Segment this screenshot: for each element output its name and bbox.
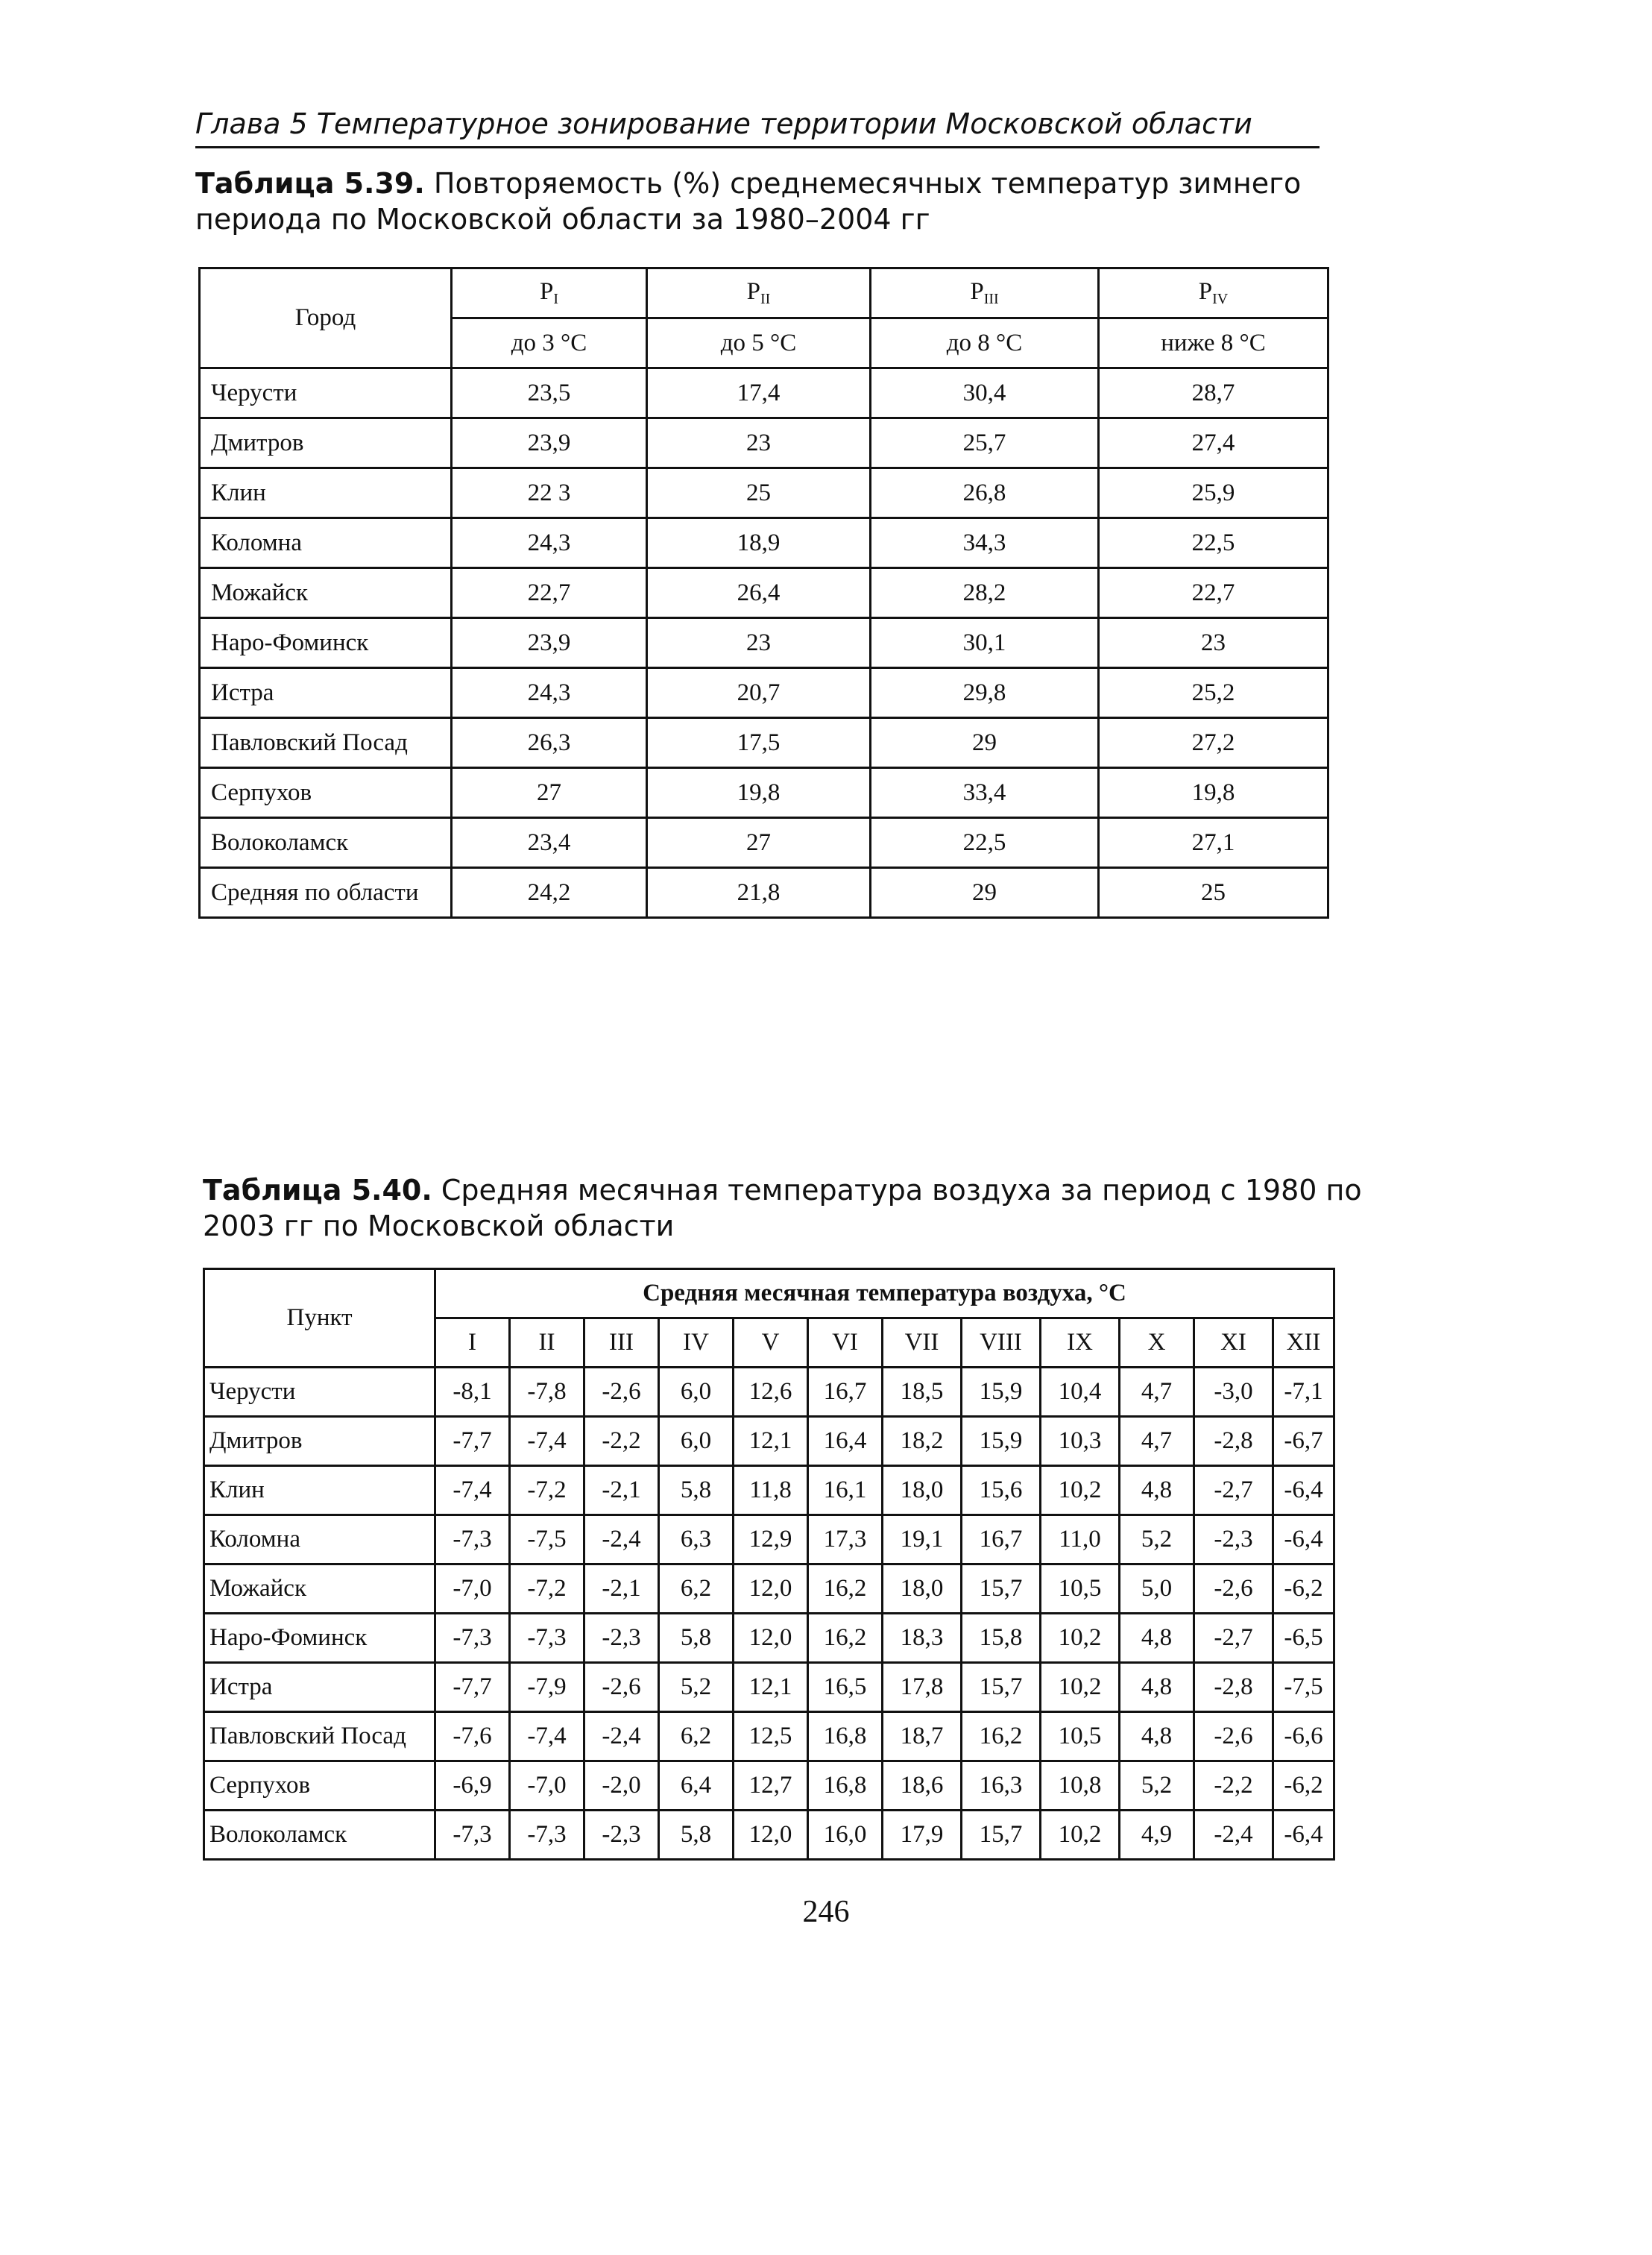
table-5-40-value-cell: 4,7 [1120, 1417, 1194, 1466]
table-5-40-value-cell: 18,6 [883, 1761, 962, 1811]
table-5-40-value-cell: -7,3 [435, 1811, 510, 1860]
table-5-40-value-cell: 6,2 [659, 1564, 734, 1614]
table-row [204, 1515, 1334, 1564]
table-5-40-value-cell: 18,0 [883, 1466, 962, 1515]
table-5-40-value-cell: 16,4 [808, 1417, 883, 1466]
table-5-40-month-header: IX [1041, 1318, 1120, 1368]
table-5-40-value-cell: -2,4 [1194, 1811, 1273, 1860]
table-5-40-value-cell: -7,1 [1273, 1368, 1334, 1417]
table-5-40-value-cell: -7,7 [435, 1417, 510, 1466]
table-5-39-value-cell: 25 [647, 468, 871, 518]
table-5-39-value-cell: 33,4 [871, 768, 1099, 818]
table-5-40-value-cell: 15,9 [962, 1417, 1041, 1466]
table-5-40-value-cell: -7,4 [510, 1712, 584, 1761]
table-5-39-value-cell: 28,2 [871, 568, 1099, 618]
table-5-39-city-cell: Коломна [200, 518, 452, 568]
table-5-40-value-cell: 5,0 [1120, 1564, 1194, 1614]
table-5-39-group-symbol: P [539, 278, 554, 305]
table-5-40-value-cell: -7,7 [435, 1663, 510, 1712]
table-5-39-value-cell: 24,2 [452, 868, 647, 918]
table-5-40-city-cell: Коломна [204, 1515, 435, 1564]
table-5-40-value-cell: -7,9 [510, 1663, 584, 1712]
table-5-40-value-cell: 16,2 [808, 1614, 883, 1663]
table-5-39-caption-label: Таблица 5.39. [195, 167, 425, 200]
table-5-40-value-cell: 10,5 [1041, 1564, 1120, 1614]
table-5-40-value-cell: 16,2 [808, 1564, 883, 1614]
table-5-40-value-cell: -7,4 [435, 1466, 510, 1515]
table-5-39-value-cell: 27 [452, 768, 647, 818]
table-5-40-city-cell: Павловский Посад [204, 1712, 435, 1761]
table-5-40-value-cell: -7,4 [510, 1417, 584, 1466]
table-5-39-value-cell: 23,5 [452, 368, 647, 418]
table-5-40-value-cell: 17,8 [883, 1663, 962, 1712]
table-5-40-value-cell: -2,1 [584, 1466, 659, 1515]
table-5-39-value-cell: 22,7 [452, 568, 647, 618]
table-5-39-range-header: до 3 °С [452, 318, 647, 368]
table-5-40-value-cell: 18,3 [883, 1614, 962, 1663]
table-5-40-value-cell: 6,0 [659, 1417, 734, 1466]
table-5-40-month-header: VIII [962, 1318, 1041, 1368]
table-5-39-value-cell: 19,8 [647, 768, 871, 818]
table-5-40-value-cell: 16,3 [962, 1761, 1041, 1811]
table-5-40-value-cell: 5,8 [659, 1811, 734, 1860]
table-5-39-group-symbol: P [970, 278, 984, 305]
table-5-39-range-header: до 5 °С [647, 318, 871, 368]
table-5-40-value-cell: -2,3 [1194, 1515, 1273, 1564]
table-5-39-group-subscript: II [760, 291, 771, 307]
table-5-39-group-subscript: III [983, 291, 999, 307]
table-5-39-value-cell: 23,9 [452, 418, 647, 468]
table-5-40-value-cell: 4,9 [1120, 1811, 1194, 1860]
table-5-40-value-cell: 12,1 [734, 1417, 808, 1466]
table-5-40-value-cell: -7,3 [510, 1614, 584, 1663]
table-5-40-value-cell: 16,2 [962, 1712, 1041, 1761]
table-row [204, 1466, 1334, 1515]
table-5-40-value-cell: 16,8 [808, 1712, 883, 1761]
table-5-40-corner-header: Пункт [204, 1269, 435, 1368]
table-5-39-value-cell: 27,4 [1099, 418, 1328, 468]
table-5-40-value-cell: -7,0 [435, 1564, 510, 1614]
table-5-40-value-cell: 16,0 [808, 1811, 883, 1860]
table-5-40-month-header: I [435, 1318, 510, 1368]
table-5-40-value-cell: 10,4 [1041, 1368, 1120, 1417]
table-5-40-value-cell: 18,5 [883, 1368, 962, 1417]
table-5-39-value-cell: 34,3 [871, 518, 1099, 568]
table-5-39-group-header [647, 268, 871, 318]
table-5-40-value-cell: -2,1 [584, 1564, 659, 1614]
table-5-39-value-cell: 27,1 [1099, 818, 1328, 868]
table-5-40-value-cell: 5,2 [1120, 1515, 1194, 1564]
table-5-40-value-cell: 5,8 [659, 1466, 734, 1515]
table-5-40-caption-text: Средняя месячная температура воздуха за период с 1980 по 2003 гг по Московской области [203, 1174, 1362, 1242]
table-5-39-group-header [1099, 268, 1328, 318]
table-5-39-value-cell: 17,4 [647, 368, 871, 418]
table-5-40-value-cell: -2,8 [1194, 1663, 1273, 1712]
table-row [204, 1712, 1334, 1761]
table-5-40-value-cell: -7,3 [435, 1614, 510, 1663]
table-5-40-value-cell: 12,9 [734, 1515, 808, 1564]
table-row [200, 718, 1328, 768]
table-5-39-group-subscript: I [553, 291, 559, 307]
page-number: 246 [802, 1895, 850, 1929]
table-5-40-value-cell: 5,2 [659, 1663, 734, 1712]
table-row [200, 518, 1328, 568]
table-5-40-value-cell: 12,5 [734, 1712, 808, 1761]
table-5-39-value-cell: 25 [1099, 868, 1328, 918]
table-5-40-value-cell: 19,1 [883, 1515, 962, 1564]
table-5-39-caption [195, 166, 1343, 237]
table-5-40-value-cell: 6,0 [659, 1368, 734, 1417]
table-5-40-value-cell: -2,8 [1194, 1417, 1273, 1466]
table-5-40-value-cell: -2,4 [584, 1515, 659, 1564]
table-5-40-value-cell: 15,7 [962, 1564, 1041, 1614]
table-5-40-value-cell: 5,8 [659, 1614, 734, 1663]
table-5-40-value-cell: 17,3 [808, 1515, 883, 1564]
table-5-40-value-cell: 6,3 [659, 1515, 734, 1564]
table-5-40-caption [203, 1172, 1366, 1244]
table-5-40-value-cell: 15,7 [962, 1663, 1041, 1712]
table-row [204, 1368, 1334, 1417]
table-5-40-value-cell: 18,2 [883, 1417, 962, 1466]
table-5-39-city-cell: Средняя по области [200, 868, 452, 918]
table-5-39-city-cell: Серпухов [200, 768, 452, 818]
table-5-40-value-cell: 18,7 [883, 1712, 962, 1761]
table-5-39-group-header [871, 268, 1099, 318]
table-5-40-value-cell: 5,2 [1120, 1761, 1194, 1811]
table-5-39-value-cell: 27,2 [1099, 718, 1328, 768]
table-5-40-city-cell: Волоколамск [204, 1811, 435, 1860]
table-5-40-value-cell: 11,8 [734, 1466, 808, 1515]
table-5-40-month-header: VII [883, 1318, 962, 1368]
table-5-39-value-cell: 25,9 [1099, 468, 1328, 518]
table-row [204, 1564, 1334, 1614]
table-5-39-value-cell: 23 [647, 618, 871, 668]
table-5-39-value-cell: 30,1 [871, 618, 1099, 668]
table-5-40-value-cell: -6,5 [1273, 1614, 1334, 1663]
table-5-40-value-cell: 16,8 [808, 1761, 883, 1811]
table-5-39-value-cell: 29 [871, 868, 1099, 918]
table-5-40-value-cell: 17,9 [883, 1811, 962, 1860]
table-5-40-value-cell: 16,5 [808, 1663, 883, 1712]
table-5-40-value-cell: -2,4 [584, 1712, 659, 1761]
table-5-39-corner-header: Город [200, 268, 452, 368]
table-5-40-value-cell: 15,7 [962, 1811, 1041, 1860]
table-5-40-value-cell: -2,6 [584, 1663, 659, 1712]
table-5-40-value-cell: 12,0 [734, 1614, 808, 1663]
table-5-39-city-cell: Наро-Фоминск [200, 618, 452, 668]
table-5-40-city-cell: Черусти [204, 1368, 435, 1417]
table-5-40-value-cell: -2,7 [1194, 1614, 1273, 1663]
table-5-40-month-header: VI [808, 1318, 883, 1368]
table-5-40-value-cell: -6,7 [1273, 1417, 1334, 1466]
table-5-39-value-cell: 23 [647, 418, 871, 468]
table-5-40-value-cell: 4,7 [1120, 1368, 1194, 1417]
table-5-39-caption-text: Повторяемость (%) среднемесячных температур зимнего периода по Московской области за 1980–2004 гг [195, 167, 1302, 236]
table-5-40-month-header: V [734, 1318, 808, 1368]
table-5-39-value-cell: 24,3 [452, 518, 647, 568]
table-5-39-value-cell: 26,4 [647, 568, 871, 618]
table-5-40-caption-label: Таблица 5.40. [203, 1174, 432, 1207]
table-5-39-group-symbol: P [1198, 278, 1213, 305]
table-5-40-value-cell: 4,8 [1120, 1712, 1194, 1761]
table-5-39-value-cell: 22 3 [452, 468, 647, 518]
table-5-40-month-header: III [584, 1318, 659, 1368]
table-5-40-value-cell: 10,3 [1041, 1417, 1120, 1466]
table-5-40-value-cell: -7,5 [510, 1515, 584, 1564]
table-5-40-value-cell: -6,2 [1273, 1564, 1334, 1614]
table-5-40-value-cell: 16,7 [962, 1515, 1041, 1564]
table-5-40-value-cell: 15,6 [962, 1466, 1041, 1515]
table-5-39-value-cell: 18,9 [647, 518, 871, 568]
table-5-39-city-cell: Павловский Посад [200, 718, 452, 768]
table-5-40-value-cell: -7,8 [510, 1368, 584, 1417]
table-row [204, 1417, 1334, 1466]
running-head: Глава 5 Температурное зонирование территории Московской области [195, 106, 1320, 148]
table-5-39-value-cell: 22,5 [1099, 518, 1328, 568]
table-row [200, 568, 1328, 618]
table-5-39-range-header: ниже 8 °С [1099, 318, 1328, 368]
table-5-39-range-header: до 8 °С [871, 318, 1099, 368]
table-5-39-value-cell: 17,5 [647, 718, 871, 768]
table-5-40-value-cell: -7,0 [510, 1761, 584, 1811]
table-row [204, 1761, 1334, 1811]
table-row [200, 468, 1328, 518]
table-5-40-month-header: XI [1194, 1318, 1273, 1368]
table-5-39-city-cell: Истра [200, 668, 452, 718]
table-5-40-month-header: X [1120, 1318, 1194, 1368]
table-5-39-value-cell: 29 [871, 718, 1099, 768]
table-5-40-value-cell: -3,0 [1194, 1368, 1273, 1417]
table-5-40-value-cell: 12,1 [734, 1663, 808, 1712]
table-5-40-value-cell: 16,7 [808, 1368, 883, 1417]
table-5-40-value-cell: -7,3 [435, 1515, 510, 1564]
table-5-39-value-cell: 22,7 [1099, 568, 1328, 618]
table-5-39-group-header [452, 268, 647, 318]
table-5-40-value-cell: -2,7 [1194, 1466, 1273, 1515]
table-5-39-value-cell: 19,8 [1099, 768, 1328, 818]
table-5-40-value-cell: -6,4 [1273, 1466, 1334, 1515]
table-5-40-value-cell: -7,3 [510, 1811, 584, 1860]
table-5-40-value-cell: 10,2 [1041, 1614, 1120, 1663]
table-5-40-value-cell: 12,6 [734, 1368, 808, 1417]
table-5-40-value-cell: 4,8 [1120, 1663, 1194, 1712]
table-5-40-city-cell: Можайск [204, 1564, 435, 1614]
table-5-40-value-cell: 18,0 [883, 1564, 962, 1614]
table-5-39-city-cell: Дмитров [200, 418, 452, 468]
table-5-39-value-cell: 23 [1099, 618, 1328, 668]
table-5-40-value-cell: -2,0 [584, 1761, 659, 1811]
table-5-40-value-cell: -6,4 [1273, 1515, 1334, 1564]
table-5-40-value-cell: -6,6 [1273, 1712, 1334, 1761]
table-5-39-city-cell: Клин [200, 468, 452, 518]
table-5-39-value-cell: 29,8 [871, 668, 1099, 718]
table-5-40-city-cell: Клин [204, 1466, 435, 1515]
table-5-40-value-cell: 11,0 [1041, 1515, 1120, 1564]
table-5-40-value-cell: 12,0 [734, 1811, 808, 1860]
table-5-40-value-cell: -2,2 [1194, 1761, 1273, 1811]
table-5-40-value-cell: 10,8 [1041, 1761, 1120, 1811]
table-5-40-value-cell: -8,1 [435, 1368, 510, 1417]
table-5-39-value-cell: 24,3 [452, 668, 647, 718]
table-row [200, 818, 1328, 868]
table-5-40-value-cell: -2,3 [584, 1811, 659, 1860]
table-5-39-value-cell: 26,3 [452, 718, 647, 768]
table-5-40-value-cell: 16,1 [808, 1466, 883, 1515]
table-5-40-value-cell: 10,5 [1041, 1712, 1120, 1761]
table-5-40-value-cell: -2,3 [584, 1614, 659, 1663]
table-5-39-value-cell: 21,8 [647, 868, 871, 918]
table-5-40-value-cell: -2,2 [584, 1417, 659, 1466]
table-5-40-month-header: IV [659, 1318, 734, 1368]
table-5-39-value-cell: 25,7 [871, 418, 1099, 468]
table-5-39-value-cell: 20,7 [647, 668, 871, 718]
table-5-40-month-header: XII [1273, 1318, 1334, 1368]
table-5-40-value-cell: -7,5 [1273, 1663, 1334, 1712]
table-5-40-value-cell: -7,2 [510, 1466, 584, 1515]
table-5-40-value-cell: -6,4 [1273, 1811, 1334, 1860]
table-5-40-city-cell: Истра [204, 1663, 435, 1712]
table-row [200, 368, 1328, 418]
table-5-40-value-cell: -2,6 [584, 1368, 659, 1417]
table-5-40-value-cell: 15,8 [962, 1614, 1041, 1663]
table-5-40-value-cell: 4,8 [1120, 1614, 1194, 1663]
table-5-39-value-cell: 23,9 [452, 618, 647, 668]
table-5-39-city-cell: Черусти [200, 368, 452, 418]
table-row [204, 1811, 1334, 1860]
table-5-40-value-cell: -6,2 [1273, 1761, 1334, 1811]
table-5-40-value-cell: 6,2 [659, 1712, 734, 1761]
table-5-39-value-cell: 25,2 [1099, 668, 1328, 718]
table-5-40-month-header: II [510, 1318, 584, 1368]
table-row [200, 868, 1328, 918]
table-5-39-value-cell: 22,5 [871, 818, 1099, 868]
table-5-40-value-cell: -7,6 [435, 1712, 510, 1761]
table-5-39 [198, 267, 1329, 919]
table-5-39-value-cell: 26,8 [871, 468, 1099, 518]
table-5-40-value-cell: -2,6 [1194, 1564, 1273, 1614]
table-5-40-city-cell: Дмитров [204, 1417, 435, 1466]
table-5-40-city-cell: Наро-Фоминск [204, 1614, 435, 1663]
table-row [200, 618, 1328, 668]
table-5-39-value-cell: 28,7 [1099, 368, 1328, 418]
table-5-40-value-cell: 10,2 [1041, 1663, 1120, 1712]
table-5-39-city-cell: Волоколамск [200, 818, 452, 868]
table-5-40-value-cell: -2,6 [1194, 1712, 1273, 1761]
table-5-40-value-cell: 10,2 [1041, 1811, 1120, 1860]
table-5-39-value-cell: 27 [647, 818, 871, 868]
table-5-39-value-cell: 30,4 [871, 368, 1099, 418]
table-5-40-value-cell: 12,7 [734, 1761, 808, 1811]
table-row [204, 1663, 1334, 1712]
table-5-40-group-header: Средняя месячная температура воздуха, °С [435, 1269, 1334, 1318]
table-row [200, 418, 1328, 468]
table-5-40-value-cell: -7,2 [510, 1564, 584, 1614]
table-5-40-value-cell: -6,9 [435, 1761, 510, 1811]
table-row [200, 668, 1328, 718]
table-5-40-value-cell: 4,8 [1120, 1466, 1194, 1515]
table-5-39-city-cell: Можайск [200, 568, 452, 618]
table-5-39-group-subscript: IV [1212, 291, 1229, 307]
table-5-40-value-cell: 10,2 [1041, 1466, 1120, 1515]
table-5-40-value-cell: 12,0 [734, 1564, 808, 1614]
table-5-40-city-cell: Серпухов [204, 1761, 435, 1811]
table-5-39-group-symbol: P [746, 278, 761, 305]
table-5-40-value-cell: 6,4 [659, 1761, 734, 1811]
table-5-40-value-cell: 15,9 [962, 1368, 1041, 1417]
table-row [200, 768, 1328, 818]
table-5-39-value-cell: 23,4 [452, 818, 647, 868]
table-row [204, 1614, 1334, 1663]
table-5-40 [203, 1268, 1335, 1861]
